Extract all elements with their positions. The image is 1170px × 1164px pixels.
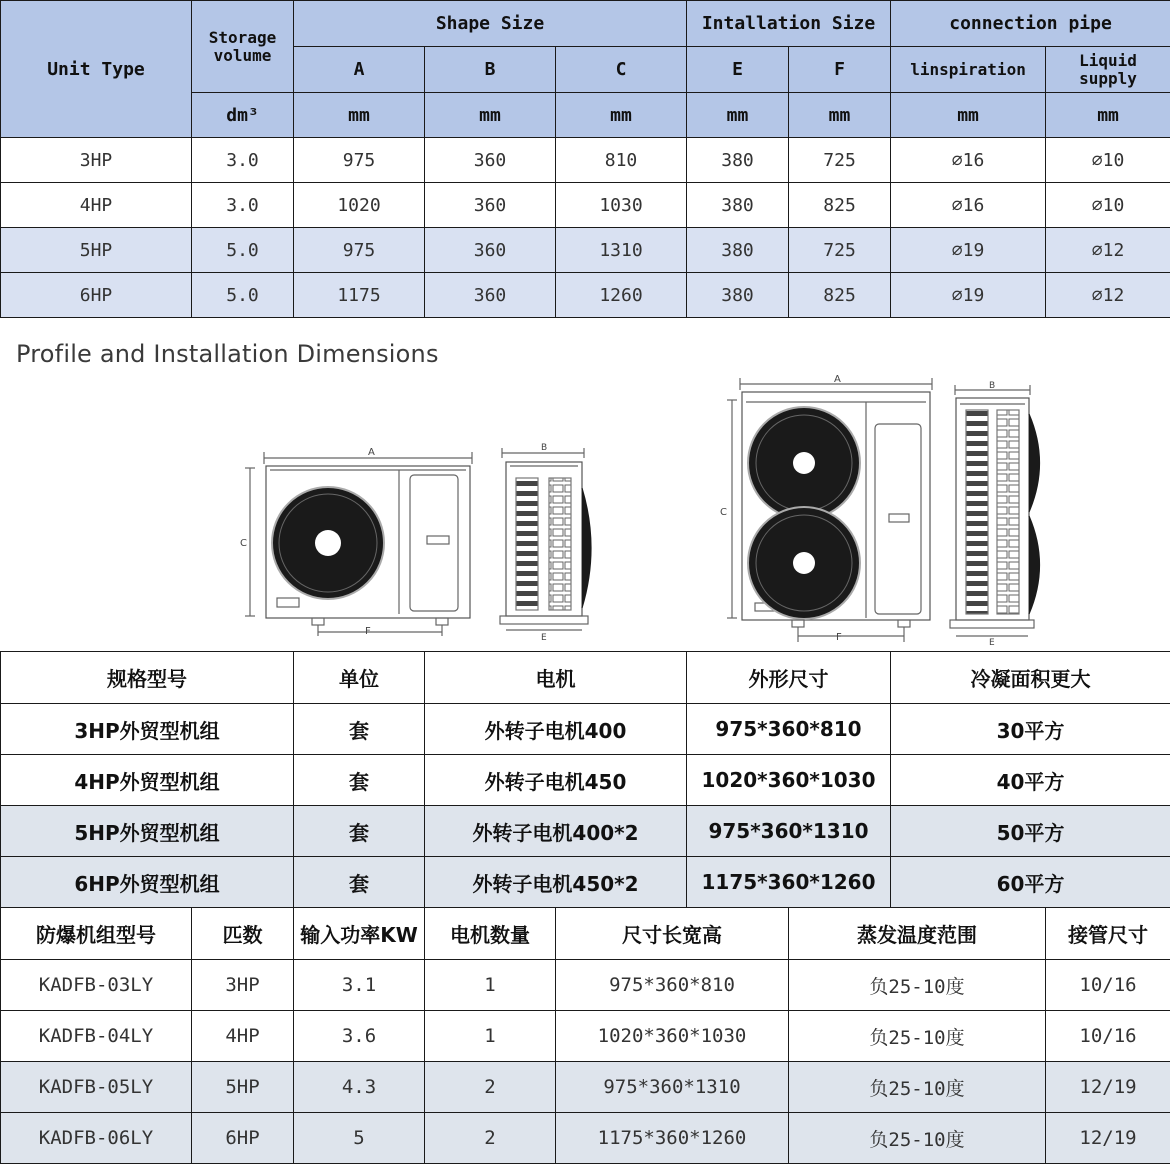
unit-mm-c: mm: [556, 93, 687, 138]
dim-e-label: E: [541, 633, 547, 643]
model-cell: 3HP外贸型机组: [1, 704, 294, 755]
liquid-supply-header: Liquid supply: [1046, 47, 1170, 93]
f-cell: 725: [789, 138, 891, 183]
spec-table: [0, 0, 1170, 318]
model-cell: 5HP外贸型机组: [1, 806, 294, 857]
dim-f-label: F: [365, 626, 371, 637]
area-cell: 60平方: [891, 857, 1170, 908]
insp-cell: ⌀19: [891, 228, 1046, 273]
liquid-cell: ⌀10: [1046, 138, 1170, 183]
small-unit-side-view: [500, 448, 591, 630]
power-header: 输入功率KW: [294, 908, 425, 960]
pipe-cell: 10/16: [1046, 960, 1170, 1011]
a-cell: 975: [294, 138, 425, 183]
model-cell: KADFB-03LY: [1, 960, 192, 1011]
motors-header: 电机数量: [425, 908, 556, 960]
volume-cell: 3.0: [192, 183, 294, 228]
dim-a-label: A: [368, 447, 375, 458]
unit-diagrams: [0, 318, 1170, 651]
e-cell: 380: [687, 273, 789, 318]
model-cell: 6HP外贸型机组: [1, 857, 294, 908]
dimension-drawing: [0, 318, 1170, 651]
f-cell: 725: [789, 228, 891, 273]
unit-mm-insp: mm: [891, 93, 1046, 138]
unit-mm-liquid: mm: [1046, 93, 1170, 138]
insp-cell: ⌀19: [891, 273, 1046, 318]
unit-cell: 套: [294, 857, 425, 908]
col-c-header: C: [556, 47, 687, 93]
unit-mm-b: mm: [425, 93, 556, 138]
unit-mm-e: mm: [687, 93, 789, 138]
small-unit-front-view: [245, 452, 472, 636]
b-cell: 360: [425, 138, 556, 183]
pipe-cell: 10/16: [1046, 1011, 1170, 1062]
e-cell: 380: [687, 228, 789, 273]
unit-cell: 3HP: [1, 138, 192, 183]
motors-cell: 2: [425, 1062, 556, 1113]
a-cell: 1020: [294, 183, 425, 228]
table-row: [1, 704, 1170, 755]
liquid-cell: ⌀12: [1046, 228, 1170, 273]
pipe-cell: 12/19: [1046, 1113, 1170, 1164]
area-cell: 30平方: [891, 704, 1170, 755]
hp-header: 匹数: [192, 908, 294, 960]
motor-cell: 外转子电机450: [425, 755, 687, 806]
model-cell: KADFB-05LY: [1, 1062, 192, 1113]
evap-cell: 负25-10度: [789, 960, 1046, 1011]
size-cell: 1175*360*1260: [556, 1113, 789, 1164]
unit-type-header: Unit Type: [1, 1, 192, 138]
large-unit-front-view: [727, 378, 932, 642]
e-cell: 380: [687, 138, 789, 183]
unit-mm-f: mm: [789, 93, 891, 138]
pipe-cell: 12/19: [1046, 1062, 1170, 1113]
model-header: 规格型号: [1, 652, 294, 704]
table-row: [1, 960, 1170, 1011]
col-f-header: F: [789, 47, 891, 93]
c-cell: 1030: [556, 183, 687, 228]
explosion-table-header: [1, 908, 1170, 960]
power-cell: 3.1: [294, 960, 425, 1011]
power-cell: 4.3: [294, 1062, 425, 1113]
dim-e-label: E: [989, 638, 995, 648]
dim-c-label: C: [240, 538, 247, 549]
power-cell: 5: [294, 1113, 425, 1164]
size-cell: 975*360*1310: [556, 1062, 789, 1113]
motors-cell: 1: [425, 1011, 556, 1062]
evap-cell: 负25-10度: [789, 1011, 1046, 1062]
f-cell: 825: [789, 183, 891, 228]
volume-cell: 5.0: [192, 228, 294, 273]
size-cell: 975*360*810: [556, 960, 789, 1011]
power-cell: 3.6: [294, 1011, 425, 1062]
dim-a-label: A: [834, 374, 841, 385]
model-table-header: [1, 652, 1170, 704]
unit-cell: 4HP: [1, 183, 192, 228]
hp-cell: 6HP: [192, 1113, 294, 1164]
model-cell: KADFB-04LY: [1, 1011, 192, 1062]
connection-pipe-header: connection pipe: [891, 1, 1170, 47]
table-row: [1, 138, 1170, 183]
area-cell: 40平方: [891, 755, 1170, 806]
storage-unit-label: dm³: [192, 93, 294, 138]
model-header: 防爆机组型号: [1, 908, 192, 960]
motor-cell: 外转子电机400*2: [425, 806, 687, 857]
liquid-cell: ⌀10: [1046, 183, 1170, 228]
table-row: [1, 857, 1170, 908]
unit-header: 单位: [294, 652, 425, 704]
size-cell: 1020*360*1030: [556, 1011, 789, 1062]
motors-cell: 2: [425, 1113, 556, 1164]
f-cell: 825: [789, 273, 891, 318]
section-title: Profile and Installation Dimensions: [16, 340, 439, 368]
table-row: [1, 228, 1170, 273]
col-a-header: A: [294, 47, 425, 93]
col-e-header: E: [687, 47, 789, 93]
model-cell: KADFB-06LY: [1, 1113, 192, 1164]
unit-cell: 套: [294, 704, 425, 755]
b-cell: 360: [425, 273, 556, 318]
table-row: [1, 1011, 1170, 1062]
inspiration-header: linspiration: [891, 47, 1046, 93]
evap-header: 蒸发温度范围: [789, 908, 1046, 960]
area-cell: 50平方: [891, 806, 1170, 857]
size-cell: 975*360*1310: [687, 806, 891, 857]
insp-cell: ⌀16: [891, 138, 1046, 183]
e-cell: 380: [687, 183, 789, 228]
unit-cell: 5HP: [1, 228, 192, 273]
unit-cell: 套: [294, 755, 425, 806]
size-cell: 1175*360*1260: [687, 857, 891, 908]
size-header: 外形尺寸: [687, 652, 891, 704]
table-row: [1, 755, 1170, 806]
c-cell: 1260: [556, 273, 687, 318]
dim-b-label: B: [541, 443, 547, 453]
area-header: 冷凝面积更大: [891, 652, 1170, 704]
c-cell: 810: [556, 138, 687, 183]
size-header: 尺寸长宽高: [556, 908, 789, 960]
table-row: [1, 183, 1170, 228]
a-cell: 975: [294, 228, 425, 273]
insp-cell: ⌀16: [891, 183, 1046, 228]
size-cell: 1020*360*1030: [687, 755, 891, 806]
hp-cell: 3HP: [192, 960, 294, 1011]
liquid-cell: ⌀12: [1046, 273, 1170, 318]
model-cell: 4HP外贸型机组: [1, 755, 294, 806]
c-cell: 1310: [556, 228, 687, 273]
model-table: [0, 651, 1170, 908]
evap-cell: 负25-10度: [789, 1062, 1046, 1113]
installation-size-header: Intallation Size: [687, 1, 891, 47]
motors-cell: 1: [425, 960, 556, 1011]
volume-cell: 5.0: [192, 273, 294, 318]
dim-c-label: C: [720, 507, 727, 518]
col-b-header: B: [425, 47, 556, 93]
motor-cell: 外转子电机400: [425, 704, 687, 755]
unit-cell: 套: [294, 806, 425, 857]
dim-b-label: B: [989, 381, 995, 391]
large-unit-side-view: [950, 385, 1040, 636]
table-row: [1, 273, 1170, 318]
unit-mm-a: mm: [294, 93, 425, 138]
evap-cell: 负25-10度: [789, 1113, 1046, 1164]
motor-header: 电机: [425, 652, 687, 704]
b-cell: 360: [425, 228, 556, 273]
dim-f-label: F: [836, 632, 842, 643]
storage-volume-header: Storage volume: [192, 1, 294, 93]
hp-cell: 4HP: [192, 1011, 294, 1062]
volume-cell: 3.0: [192, 138, 294, 183]
unit-cell: 6HP: [1, 273, 192, 318]
motor-cell: 外转子电机450*2: [425, 857, 687, 908]
table-row: [1, 1062, 1170, 1113]
table-row: [1, 1113, 1170, 1164]
size-cell: 975*360*810: [687, 704, 891, 755]
a-cell: 1175: [294, 273, 425, 318]
hp-cell: 5HP: [192, 1062, 294, 1113]
pipe-header: 接管尺寸: [1046, 908, 1170, 960]
shape-size-header: Shape Size: [294, 1, 687, 47]
b-cell: 360: [425, 183, 556, 228]
table-row: [1, 806, 1170, 857]
explosion-proof-table: [0, 907, 1170, 1164]
